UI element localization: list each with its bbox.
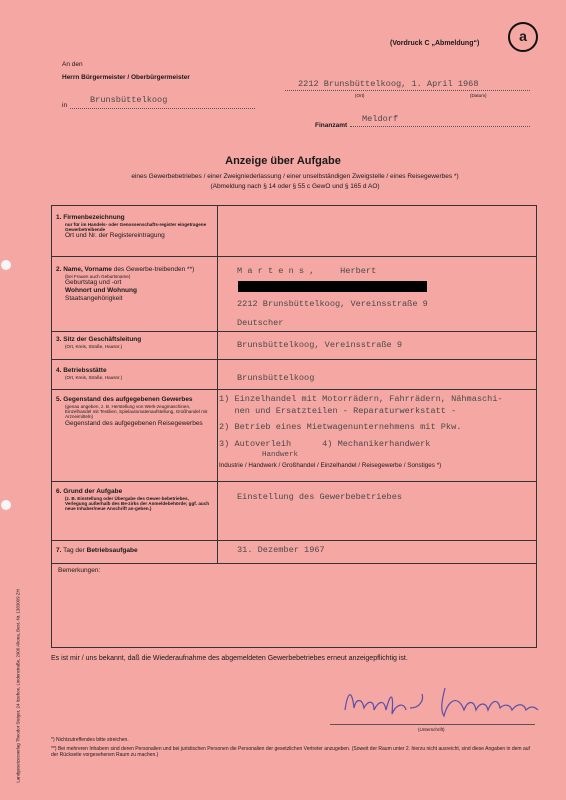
footnote-1: *) Nichtzutreffendes bitte streichen. xyxy=(51,737,129,743)
place-date-line xyxy=(285,90,530,91)
form-variant: (Vordruck C „Abmeldung“) xyxy=(390,40,480,47)
form-title: Anzeige über Aufgabe xyxy=(225,155,341,167)
city-line xyxy=(70,108,255,109)
row-7-value: 31. Dezember 1967 xyxy=(237,545,325,555)
row-5-label: 5. Gegenstand des aufgegebenen Gewerbes (genau angeben, z. B. Herstellung von Werk-zeugmaschinen, Einzelhandel mit Textilien, Spielautomatenaufstellung, Großhandel mit Arzneimitteln) Gegenstand des aufgegebenen Reisegewerbes xyxy=(56,396,208,427)
row-4-title: Betriebsstätte xyxy=(63,367,107,374)
row-5-item-2: 2) Betrieb eines Mietwagenunternehmens mit Pkw. xyxy=(219,422,462,432)
row-3-title: Sitz der Geschäftsleitung xyxy=(63,336,142,343)
form-subtitle: eines Gewerbebetriebes / einer Zweigniederlassung / einer unselbständigen Zweigstelle / eines Reisegewerbes *) xyxy=(131,173,459,180)
form-letter-badge: a xyxy=(508,22,538,52)
row-3-value: Brunsbüttelkoog, Vereinsstraße 9 xyxy=(237,340,403,350)
footnote-2: **) Bei mehreren Inhabern sind deren Personalien und bei juristischen Personen die Personalien der gesetzlichen Vertreter anzugeben. (Soweit der Raum unter 2. hierzu nicht ausreicht, sind diese Angaben in dem auf der Rückseite vorgesehenen Raum zu machen.) xyxy=(51,746,530,758)
redaction-bar xyxy=(238,281,427,292)
row-5-category-line: Industrie / Handwerk / Großhandel / Einzelhandel / Reisegewerbe / Sonstiges *) xyxy=(219,462,442,469)
row-7-label: 7. Tag der Betriebsaufgabe xyxy=(56,547,138,554)
row-2-label: 2. Name, Vorname des Gewerbe-treibenden **) (bei Frauen auch Geburtsname) Geburtstag und -ort Wohnort und Wohnung Staatsangehörigkeit xyxy=(56,266,216,303)
row-6-label: 6. Grund der Aufgabe (z. B. Einstellung oder Übergabe des Gewer-bebetriebes, Verlegung außerhalb des Be-zirks der Anmeldebehörde; ggf. auch neue Inhaber/neue Anschrift an-geben.) xyxy=(56,488,210,512)
form-table xyxy=(51,205,537,648)
column-divider xyxy=(217,206,218,564)
declaration-text: Es ist mir / uns bekannt, daß die Wiederaufnahme des abgemeldeten Gewerbebetriebes erneut anzeigepflichtig ist. xyxy=(51,655,408,662)
remarks-label: Bemerkungen: xyxy=(58,567,101,574)
signature-caption: (Unterschrift) xyxy=(418,727,445,732)
finanzamt-value: Meldorf xyxy=(362,114,399,124)
punch-hole-bottom xyxy=(1,500,11,510)
row-4 xyxy=(52,359,536,360)
law-reference: (Abmeldung nach § 14 oder § 55 c GewO und § 165 d AO) xyxy=(210,183,380,190)
row-1-note: nur für im Handels- oder Genossenschafts-register eingetragene Gewerbetreibende xyxy=(65,222,207,233)
address-in: in xyxy=(62,102,68,109)
place-caption: (Ort) xyxy=(355,93,365,98)
row-7 xyxy=(52,540,536,541)
row-2-address: 2212 Brunsbüttelkoog, Vereinsstraße 9 xyxy=(237,299,428,309)
row-6-value: Einstellung des Gewerbebetriebes xyxy=(237,492,403,502)
row-3-label: 3. Sitz der Geschäftsleitung (Ort, Kreis, Straße, Hausnr.) xyxy=(56,336,142,349)
row-5 xyxy=(52,389,536,390)
signature-image xyxy=(340,680,540,720)
row-1-label: 1. Firmenbezeichnung nur für im Handels- oder Genossenschafts-register eingetragene Gewerbetreibende Ort und Nr. der Registereintragung xyxy=(56,214,216,240)
row-5-handwerk: Handwerk xyxy=(262,451,299,459)
row-6 xyxy=(52,481,536,482)
place-date-value: 2212 Brunsbüttelkoog, 1. April 1968 xyxy=(298,79,479,89)
row-5-item-1b: nen und Ersatzteilen - Reparaturwerkstatt - xyxy=(219,406,457,416)
signature-line xyxy=(330,724,535,725)
row-5-item-1a: 1) Einzelhandel mit Motorrädern, Fahrrädern, Nähmaschi- xyxy=(219,394,503,404)
address-an: An den xyxy=(62,61,83,68)
row-1-title: Firmenbezeichnung xyxy=(63,214,125,221)
row-1-extra: Ort und Nr. der Registereintragung xyxy=(65,232,165,240)
row-6-title: Grund der Aufgabe xyxy=(63,488,123,495)
punch-hole-top xyxy=(1,260,11,270)
finanzamt-line xyxy=(350,126,530,127)
city-value: Brunsbüttelkoog xyxy=(90,95,168,105)
row-2-title: Name, Vorname xyxy=(63,266,112,273)
address-recipient: Herrn Bürgermeister / Oberbürgermeister xyxy=(62,74,190,81)
remarks-row xyxy=(52,563,536,564)
row-4-label: 4. Betriebsstätte (Ort, Kreis, Straße, Hausnr.) xyxy=(56,367,123,380)
row-5-item-3-4: 3) Autoverleih 4) Mechanikerhandwerk xyxy=(219,439,431,449)
row-3 xyxy=(52,331,536,332)
row-5-title: Gegenstand des aufgegebenen Gewerbes xyxy=(63,396,193,403)
row-2-note: (bei Frauen auch Geburtsname) xyxy=(65,274,131,279)
date-caption: (Datum) xyxy=(470,93,487,98)
row-4-value: Brunsbüttelkoog xyxy=(237,373,315,383)
row-2-name: M a r t e n s , Herbert xyxy=(237,266,377,276)
publisher-imprint: Landgesetzesverlag Theodor Steiger, 24 Itzehoe, Lindenstraße, 2900 Altona, Best.-Nr. 1383009 ZH xyxy=(15,589,21,783)
row-7-title: Betriebsaufgabe xyxy=(86,547,138,554)
row-2 xyxy=(52,256,536,257)
finanzamt-label: Finanzamt xyxy=(315,122,348,129)
row-2-nationality: Deutscher xyxy=(237,318,284,328)
